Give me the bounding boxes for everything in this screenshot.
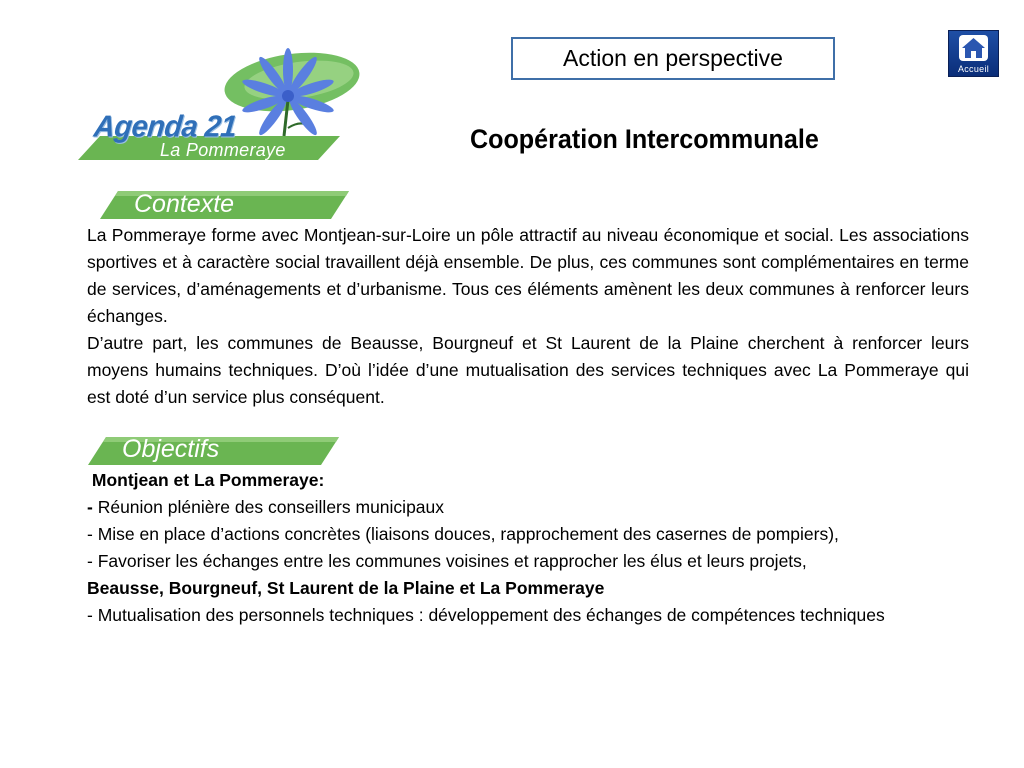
contexte-paragraph: La Pommeraye forme avec Montjean-sur-Loire un pôle attractif au niveau économique et social. Les associations sportives et à caractère social travaillent déjà ensemble. De plus, ces communes sont complémentaires en terme de services, d’aménagements et d’urbanisme. Tous ces éléments amènent les deux communes à renforcer leurs échanges. (87, 225, 969, 326)
home-icon (958, 34, 989, 62)
contexte-text (87, 222, 969, 411)
home-button[interactable] (948, 30, 999, 77)
home-button-label: Accueil (957, 64, 990, 74)
page-title: Coopération Intercommunale (470, 124, 819, 154)
section-banner-contexte (100, 190, 350, 220)
objectif-group-heading: Montjean et La Pommeraye: (87, 470, 325, 490)
action-en-perspective-label: Action en perspective (511, 37, 835, 80)
objectif-item (87, 494, 969, 521)
objectif-item: - Mise en place d’actions concrètes (liaisons douces, rapprochement des casernes de pompiers), (87, 524, 839, 544)
objectif-item: - Favoriser les échanges entre les communes voisines et rapprocher les élus et leurs projets, (87, 551, 807, 571)
logo-subtitle: La Pommeraye (160, 140, 286, 160)
objectif-group-heading: Beausse, Bourgneuf, St Laurent de la Plaine et La Pommeraye (87, 578, 605, 598)
objectif-item: - Mutualisation des personnels techniques : développement des échanges de compétences techniques (87, 605, 885, 625)
objectif-item-dash: - (87, 497, 98, 517)
contexte-paragraph: D’autre part, les communes de Beausse, Bourgneuf et St Laurent de la Plaine cherchent à renforcer leurs moyens humains techniques. D’où l’idée d’une mutualisation des services techniques avec La Pommeraye qui est doté d’un service plus conséquent. (87, 333, 969, 407)
objectifs-list (87, 467, 969, 629)
section-label-contexte: Contexte (134, 190, 235, 218)
section-banner-objectifs (88, 436, 340, 466)
section-label-objectifs: Objectifs (122, 435, 220, 463)
objectif-item-text: Réunion plénière des conseillers municipaux (97, 497, 445, 517)
logo-title: Agenda 21 (92, 110, 238, 144)
